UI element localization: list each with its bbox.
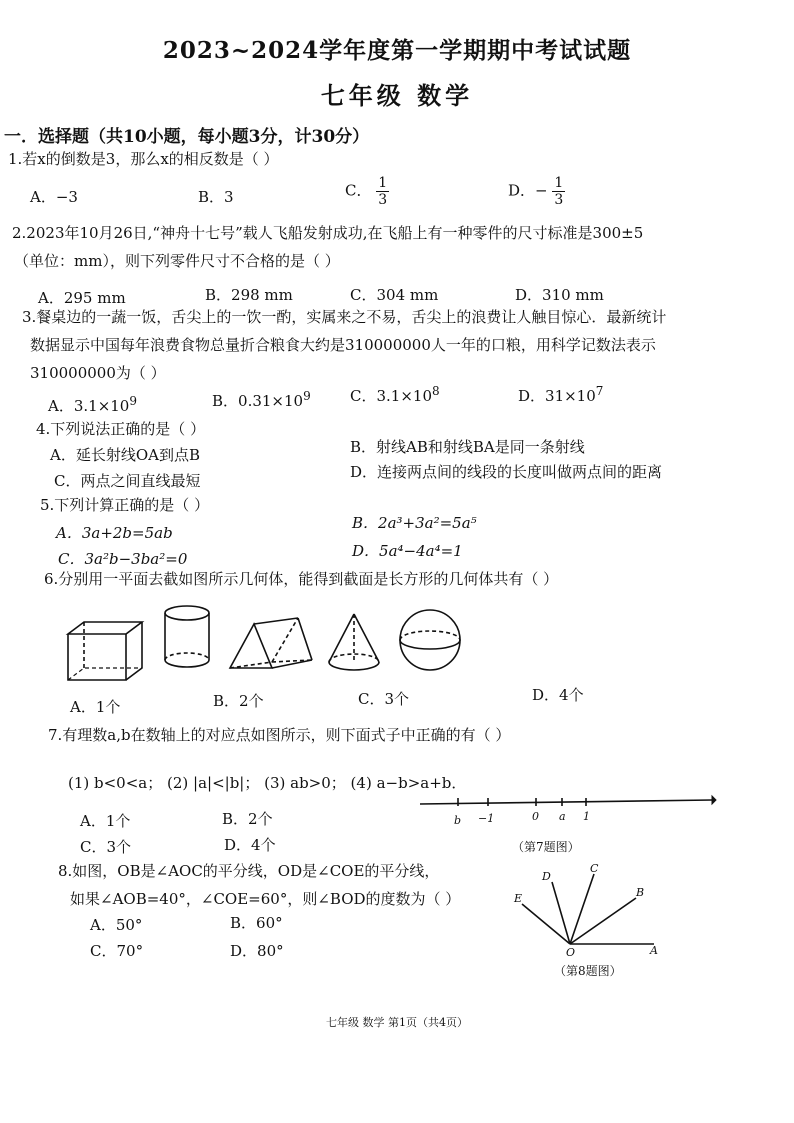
q3-option-c: C．$3.1\times 10^8$ bbox=[350, 384, 440, 405]
q5-option-c: C．3a²b−3ba²=0 bbox=[58, 550, 188, 568]
q5-option-a: A．3a+2b=5ab bbox=[56, 524, 173, 542]
q8-figure-caption: （第8题图） bbox=[554, 964, 622, 978]
section-heading: 一．选择题（共10小题，每小题3分，计30分） bbox=[4, 127, 370, 147]
page-footer: 七年级 数学 第1页（共4页） bbox=[326, 1016, 468, 1029]
q5-option-d: D．5a⁴−4a⁴=1 bbox=[352, 542, 463, 560]
q6-option-b: B．2个 bbox=[213, 692, 264, 710]
q4-option-b: B．射线AB和射线BA是同一条射线 bbox=[350, 438, 585, 456]
q3-option-a: A．$3.1\times 10^9$ bbox=[48, 394, 137, 415]
q8-option-d: D．80° bbox=[230, 942, 284, 960]
axis-label-neg1: −1 bbox=[478, 812, 495, 825]
q8-option-c: C．70° bbox=[90, 942, 144, 960]
cuboid-figure bbox=[66, 620, 146, 684]
q8-stem-line2: 如果∠AOB=40°，∠COE=60°，则∠BOD的度数为（ ） bbox=[70, 890, 461, 908]
point-label-o: O bbox=[566, 946, 576, 959]
q5-option-b: B．2a³+3a²=5a⁵ bbox=[352, 514, 477, 532]
q5-stem: 5.下列计算正确的是（ ） bbox=[40, 496, 210, 514]
q2-option-a: A．295 mm bbox=[38, 289, 126, 307]
q7-option-d: D．4个 bbox=[224, 836, 276, 854]
q3-option-b: B．$0.31\times 10^9$ bbox=[212, 389, 311, 410]
q2-option-b: B．298 mm bbox=[205, 286, 293, 304]
point-label-c: C bbox=[590, 862, 599, 875]
number-line-figure bbox=[420, 794, 720, 828]
q8-option-a: A．50° bbox=[90, 916, 143, 934]
q7-option-a: A．1个 bbox=[80, 812, 131, 830]
q1-option-c bbox=[345, 176, 389, 207]
sphere-figure bbox=[398, 608, 462, 672]
q6-option-d: D．4个 bbox=[532, 686, 584, 704]
q2-option-c: C．304 mm bbox=[350, 286, 439, 304]
q6-option-c: C．3个 bbox=[358, 690, 410, 708]
point-label-b: B bbox=[636, 886, 645, 899]
q1-option-b: B．3 bbox=[198, 188, 234, 206]
q8-option-b: B．60° bbox=[230, 914, 283, 932]
q4-option-c: C．两点之间直线最短 bbox=[54, 472, 201, 490]
q4-option-d: D．连接两点间的线段的长度叫做两点间的距离 bbox=[350, 463, 663, 481]
cylinder-figure bbox=[162, 604, 212, 670]
axis-label-1: 1 bbox=[583, 810, 590, 823]
q1-option-c-fraction: $\frac{1}{3}$ bbox=[378, 175, 388, 208]
q6-option-a: A．1个 bbox=[70, 698, 121, 716]
axis-label-a: a bbox=[559, 810, 566, 823]
q1-option-d-fraction: $\frac{1}{3}$ bbox=[554, 175, 564, 208]
triangular-prism-figure bbox=[228, 616, 314, 672]
q8-stem-line1: 8.如图，OB是∠AOC的平分线，OD是∠COE的平分线， bbox=[58, 862, 440, 880]
q3-stem-line1: 3.餐桌边的一蔬一饭，舌尖上的一饮一酌，实属来之不易，舌尖上的浪费让人触目惊心．最新统计 bbox=[22, 308, 667, 326]
q3-stem-line2: 数据显示中国每年浪费食物总量折合粮食大约是310000000人一年的口粮，用科学记数法表示 bbox=[30, 336, 656, 354]
point-label-d: D bbox=[542, 870, 551, 883]
angle-figure bbox=[508, 860, 668, 959]
q7-option-b: B．2个 bbox=[222, 810, 273, 828]
q6-stem: 6.分别用一平面去截如图所示几何体，能得到截面是长方形的几何体共有（ ） bbox=[44, 570, 559, 588]
q2-option-d: D．310 mm bbox=[515, 286, 604, 304]
q1-option-d-label: D．− bbox=[508, 181, 548, 200]
q1-option-a: A．−3 bbox=[30, 188, 78, 206]
point-label-a: A bbox=[650, 944, 658, 957]
q4-option-a: A．延长射线OA到点B bbox=[50, 446, 200, 464]
q2-stem-line2: （单位：mm），则下列零件尺寸不合格的是（ ） bbox=[14, 252, 340, 270]
q7-statements: (1) b<0<a； (2) |a|<|b|； (3) ab>0； (4) a−b>a+b． bbox=[68, 774, 467, 792]
q3-stem-line3: 310000000为（ ） bbox=[30, 364, 166, 382]
cone-figure bbox=[326, 612, 382, 674]
axis-label-b: b bbox=[454, 814, 462, 827]
point-label-e: E bbox=[514, 892, 523, 905]
q2-stem-line1: 2.2023年10月26日,“神舟十七号”载人飞船发射成功,在飞船上有一种零件的尺寸标准是300±5 bbox=[12, 224, 644, 242]
q7-figure-caption: （第7题图） bbox=[512, 840, 580, 854]
q1-option-c-label: C． bbox=[345, 181, 372, 200]
q1-option-d bbox=[508, 176, 565, 207]
exam-title: 2023~2024学年度第一学期期中考试试题 bbox=[162, 37, 632, 64]
axis-label-0: 0 bbox=[532, 810, 539, 823]
q4-stem: 4.下列说法正确的是（ ） bbox=[36, 420, 206, 438]
q7-option-c: C．3个 bbox=[80, 838, 132, 856]
q1-stem: 1.若x的倒数是3，那么x的相反数是（ ） bbox=[8, 150, 279, 168]
q7-stem: 7.有理数a,b在数轴上的对应点如图所示，则下面式子中正确的有（ ） bbox=[48, 726, 511, 744]
q3-option-d: D．$31\times 10^7$ bbox=[518, 384, 604, 405]
exam-subtitle: 七年级 数学 bbox=[320, 81, 474, 110]
